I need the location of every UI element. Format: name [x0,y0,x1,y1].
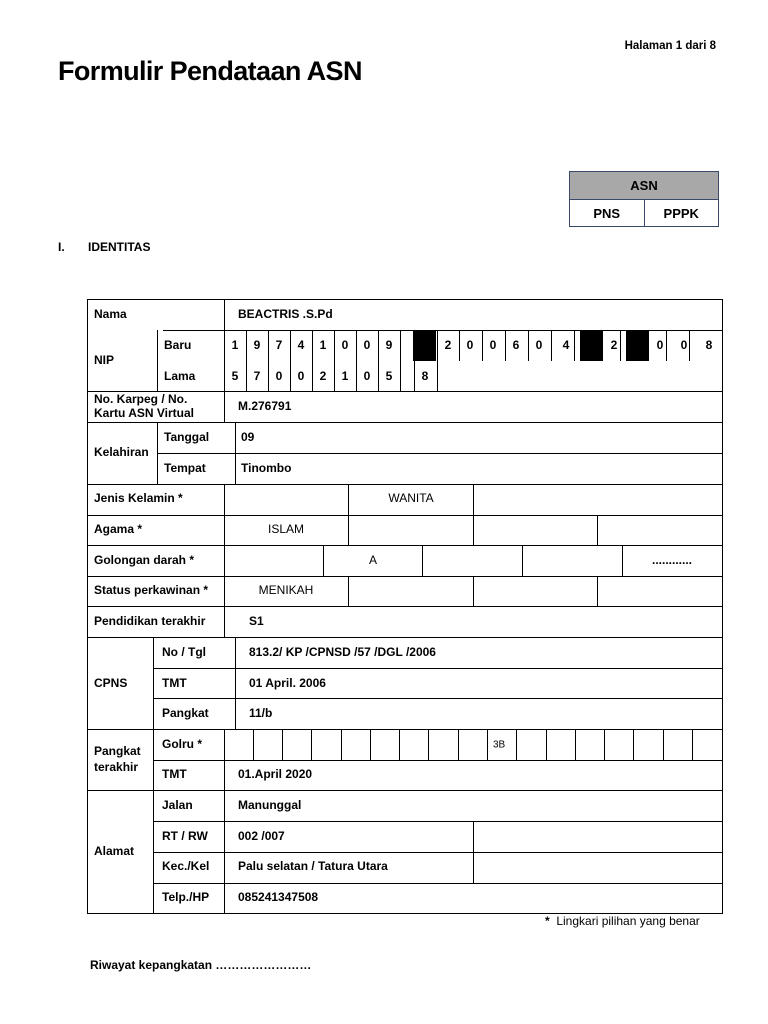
nip-baru-digit[interactable]: 8 [705,338,713,353]
label-golru: Golru * [162,737,203,752]
label-nip: NIP [94,353,115,368]
value-golru[interactable]: 3B [493,739,506,751]
label-karpeg-line2: Kartu ASN Virtual [94,406,195,421]
nip-baru-digit[interactable]: 9 [253,338,261,353]
label-pangkat-terakhir-1: Pangkat [94,744,141,759]
label-status-perkawinan: Status perkawinan * [94,583,209,598]
nip-baru-digit[interactable]: 4 [562,338,570,353]
value-tmt-terakhir[interactable]: 01.April 2020 [238,767,313,782]
value-golongan-darah[interactable]: A [368,553,378,568]
label-cpns-pangkat: Pangkat [162,706,209,721]
nip-baru-digit[interactable]: 2 [444,338,452,353]
nip-baru-digit[interactable]: 9 [385,338,393,353]
label-golongan-darah: Golongan darah * [94,553,195,568]
nip-lama-digit[interactable]: 0 [275,369,283,384]
label-agama: Agama * [94,522,143,537]
nip-separator-block [626,331,649,361]
nip-baru-digit[interactable]: 0 [489,338,497,353]
page-indicator: Halaman 1 dari 8 [624,40,716,52]
nip-separator-block [580,331,603,361]
value-tempat[interactable]: Tinombo [241,461,292,476]
label-nip-baru: Baru [164,338,192,353]
value-cpns-no-tgl[interactable]: 813.2/ KP /CPNSD /57 /DGL /2006 [249,645,436,660]
nip-baru-digit[interactable]: 7 [275,338,283,353]
nip-baru-digit[interactable]: 1 [231,338,239,353]
nip-lama-digit[interactable]: 0 [297,369,305,384]
nip-baru-digit[interactable]: 6 [512,338,520,353]
page-title: Formulir Pendataan ASN [58,56,362,86]
value-nama[interactable]: BEACTRIS .S.Pd [238,307,333,322]
nip-baru-digit[interactable]: 0 [363,338,371,353]
label-no-tgl: No / Tgl [162,645,206,660]
value-status-perkawinan[interactable]: MENIKAH [258,583,314,598]
asn-option-pns[interactable]: PNS [593,205,621,221]
nip-lama-digit[interactable]: 5 [231,369,239,384]
label-cpns: CPNS [94,676,128,691]
value-karpeg[interactable]: M.276791 [238,399,292,414]
nip-lama-digit[interactable]: 8 [421,369,429,384]
value-jalan[interactable]: Manunggal [238,798,302,813]
nip-baru-digit[interactable]: 0 [656,338,664,353]
label-telp: Telp./HP [162,890,210,905]
label-nip-lama: Lama [164,369,196,384]
label-tmt-terakhir: TMT [162,767,187,782]
label-cpns-tmt: TMT [162,676,187,691]
footnote [545,914,700,928]
footnote-text: Lingkari pilihan yang benar [556,914,700,928]
nip-lama-digit[interactable]: 0 [363,369,371,384]
nip-baru-digit[interactable]: 0 [680,338,688,353]
value-golongan-darah-blank[interactable]: ............ [651,553,693,568]
value-tanggal[interactable]: 09 [241,430,255,445]
identity-form [87,299,723,915]
label-pangkat-terakhir-2: terakhir [94,760,139,775]
label-tanggal: Tanggal [164,430,210,445]
label-rt-rw: RT / RW [162,829,208,844]
label-kelahiran: Kelahiran [94,445,149,460]
asn-type-box [569,171,719,227]
value-agama[interactable]: ISLAM [267,522,305,537]
nip-separator-block [413,331,436,361]
section-number: I. [58,240,65,254]
nip-baru-digit[interactable]: 0 [341,338,349,353]
nip-lama-digit[interactable]: 7 [253,369,261,384]
riwayat-kepangkatan: Riwayat kepangkatan …………………… [90,958,312,972]
value-telp[interactable]: 085241347508 [238,890,319,905]
nip-lama-digit[interactable]: 2 [319,369,327,384]
label-nama: Nama [94,307,127,322]
label-karpeg-line1: No. Karpeg / No. [94,392,188,407]
nip-baru-digit[interactable]: 1 [319,338,327,353]
label-alamat: Alamat [94,844,135,859]
label-jenis-kelamin: Jenis Kelamin * [94,491,183,506]
value-cpns-pangkat[interactable]: 11/b [249,706,273,721]
footnote-star: * [545,914,550,928]
nip-baru-digit[interactable]: 0 [535,338,543,353]
value-kec-kel[interactable]: Palu selatan / Tatura Utara [238,859,388,874]
nip-baru-digit[interactable]: 0 [466,338,474,353]
asn-option-pppk[interactable]: PPPK [644,200,719,226]
nip-lama-digit[interactable]: 5 [385,369,393,384]
section-title: IDENTITAS [88,240,151,254]
nip-baru-digit[interactable]: 4 [297,338,305,353]
value-cpns-tmt[interactable]: 01 April. 2006 [249,676,326,691]
nip-lama-digit[interactable]: 1 [341,369,349,384]
label-tempat: Tempat [164,461,206,476]
value-pendidikan[interactable]: S1 [249,614,264,629]
asn-heading: ASN [570,172,718,200]
label-pendidikan: Pendidikan terakhir [94,614,206,629]
value-jenis-kelamin[interactable]: WANITA [388,491,434,506]
value-rt-rw[interactable]: 002 /007 [238,829,285,844]
label-jalan: Jalan [162,798,193,813]
label-kec-kel: Kec./Kel [162,859,210,874]
nip-baru-digit[interactable]: 2 [610,338,618,353]
